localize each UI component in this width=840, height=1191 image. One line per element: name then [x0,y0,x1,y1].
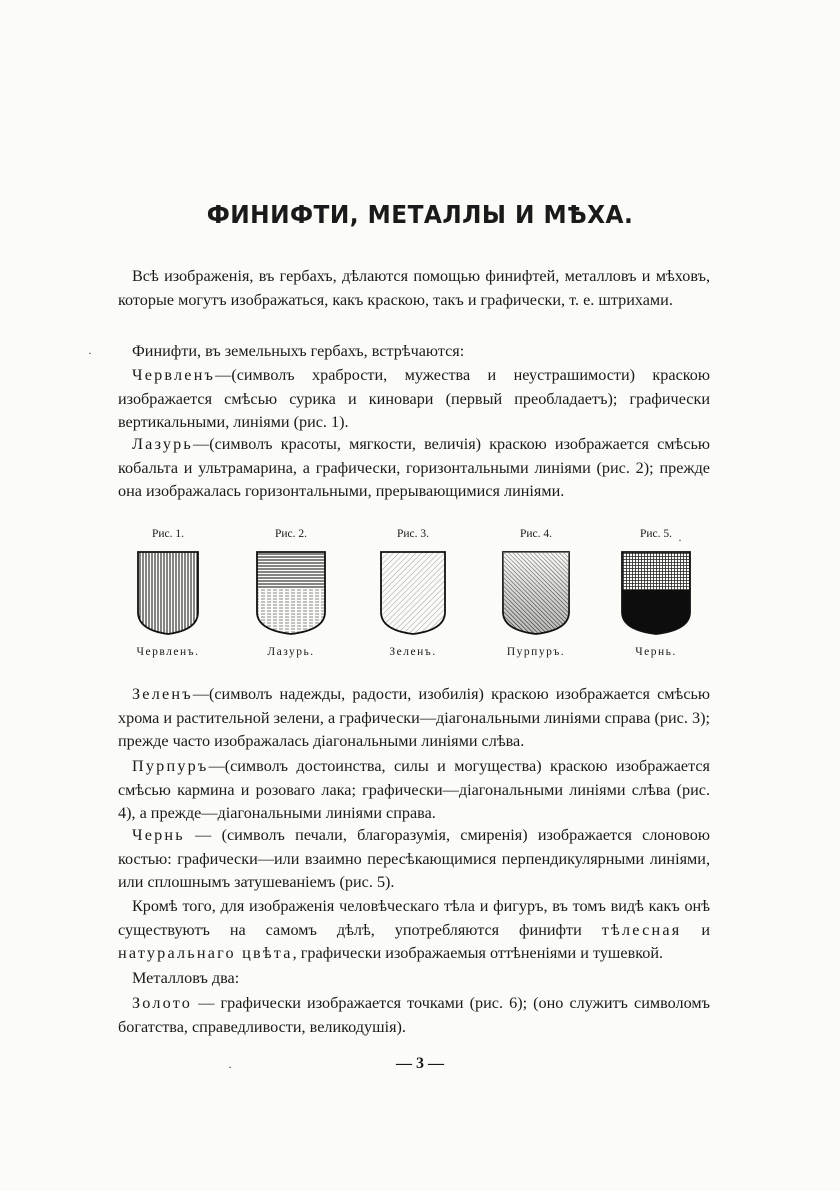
page-title: ФИНИФТИ, МЕТАЛЛЫ И МѢХА. [206,200,634,229]
chern-text: — (символъ печали, благоразумія, смиренія) изображается слоновою костью: графически—или взаимно пересѣкающимися перпендикулярными линіями, или сплошнымъ затушеваніемъ (рис. 5). [118,826,710,891]
figure-caption: Червленъ. [136,646,200,658]
figure-caption: Чернь. [635,646,677,658]
paragraph-zelen [118,683,710,754]
krome-after: , графически изображаемыя оттѣненіями и тушевкой. [292,944,664,962]
zoloto-text: — графически изображается точками (рис. 6); (оно служитъ символомъ богатства, справедливости, великодушія). [118,994,710,1036]
zelen-text: —(символъ надежды, радости, изобилія) краскою изображается смѣсью хрома и растительной зелени, а графически—діагональными линіями справа (рис. 3); прежде часто изображалась діагональными линіями слѣва. [118,685,710,750]
term-naturalnago: натуральнаго цвѣта [118,944,293,962]
figure-number: Рис. 3. [396,528,430,540]
chervlen-text: —(символъ храбрости, мужества и неустрашимости) краскою изображается смѣсью сурика и киновари (первый преобладаетъ); графически вертикальными, линіями (рис. 1). [118,366,710,431]
paragraph-zoloto [118,992,710,1039]
figure-caption: Пурпуръ. [506,646,566,658]
shield-horizontal-lines-icon [255,550,327,636]
term-zelen: Зеленъ [132,685,193,703]
term-chervlen: Червленъ [132,366,216,384]
paragraph-lazur [118,433,710,504]
krome-before: Кромѣ того, для изображенія человѣческаго тѣла и фигуръ, въ томъ видѣ какъ онѣ существуютъ на самомъ дѣлѣ, употребляются финифти [118,897,710,939]
figure-number: Рис. 1. [151,528,185,540]
figure-5 [606,528,706,658]
krome-mid: и [681,920,710,939]
term-zoloto: Золото [132,994,193,1012]
paragraph-chern [118,824,710,895]
paragraph-chervlen [118,364,710,435]
figure-number: Рис. 4. [519,528,553,540]
shield-vertical-lines-icon [136,550,200,636]
paragraph-purpur [118,755,710,826]
paragraph-metally: Металловъ два: [132,969,240,987]
term-chern: Чернь [132,826,185,844]
figure-number: Рис. 5. [639,528,673,540]
shield-crosshatch-icon [620,550,692,636]
paragraph-finifti: Финифти, въ земельныхъ гербахъ, встрѣчаются: [132,342,465,360]
paragraph-intro: Всѣ изображенія, въ гербахъ, дѣлаются помощью финифтей, металловъ и мѣховъ, которые могутъ изображаться, какъ краскою, такъ и графически, т. е. штрихами. [118,267,710,309]
figures-row [118,528,710,678]
figure-caption: Зеленъ. [389,646,437,658]
figure-4 [486,528,586,658]
page-number: — 3 — [396,1055,444,1072]
figure-number: Рис. 2. [274,528,308,540]
figure-3 [363,528,463,658]
term-purpur: Пурпуръ [132,757,209,775]
margin-speck: · [228,1060,232,1074]
term-lazur: Лазурь [132,435,193,453]
figure-2 [241,528,341,658]
shield-diagonal-left-icon [501,550,571,636]
paragraph-krome [118,895,710,966]
margin-speck: · [678,533,682,547]
margin-speck: · [88,346,92,360]
lazur-text: —(символъ красоты, мягкости, величія) краскою изображается смѣсью кобальта и ультрамарина, а графически, горизонтальными линіями (рис. 2); прежде она изображалась горизонтальными, прерывающимися линіями. [118,435,710,500]
purpur-text: —(символъ достоинства, силы и могущества) краскою изображается смѣсью кармина и розоваго лака; графически—діагональными линіями слѣва (рис. 4), а прежде—діагональными линіями справа. [118,757,710,822]
figure-caption: Лазурь. [267,646,315,658]
shield-diagonal-right-icon [379,550,447,636]
figure-1 [118,528,218,658]
term-telesnaya: тѣлесная [601,920,682,939]
